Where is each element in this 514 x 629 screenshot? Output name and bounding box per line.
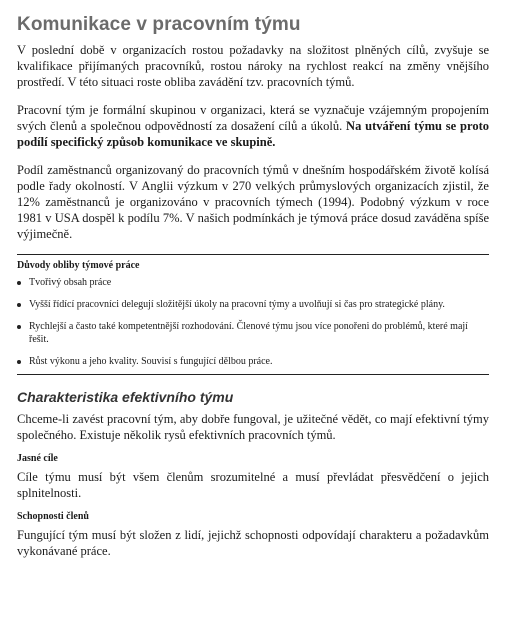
section-heading: Charakteristika efektivního týmu bbox=[17, 389, 234, 405]
reasons-box bbox=[17, 254, 489, 375]
list-item bbox=[17, 355, 489, 368]
team-definition-text: Pracovní tým je formální skupinou v organizaci, která se vyznačuje vzájemným propojením svých členů a společnou odpovědností za dosažení cílů a úkolů. bbox=[17, 103, 489, 133]
page-title: Komunikace v pracovním týmu bbox=[17, 14, 301, 35]
member-abilities-text: Fungující tým musí být složen z lidí, jejichž schopnosti odpovídají charakteru a požadavkům vykonávané práce. bbox=[17, 528, 489, 558]
team-definition-emphasis: Na utváření týmu se proto podílí specifický způsob komunikace ve skupině. bbox=[17, 119, 489, 149]
list-item bbox=[17, 298, 489, 311]
subheading-clear-goals: Jasné cíle bbox=[17, 453, 58, 464]
list-item bbox=[17, 276, 489, 289]
document-page bbox=[17, 14, 489, 571]
list-item-text: Růst výkonu a jeho kvality. Souvisí s fungující dělbou práce. bbox=[29, 356, 273, 367]
bullet-icon bbox=[17, 281, 21, 285]
list-item-text: Vyšší řídící pracovníci delegují složitější úkoly na pracovní týmy a uvolňují si čas pro strategické plány. bbox=[29, 299, 445, 310]
clear-goals-text: Cíle týmu musí být všem členům srozumitelné a musí převládat přesvědčení o jejich splnitelnosti. bbox=[17, 470, 489, 500]
bullet-icon bbox=[17, 303, 21, 307]
reasons-list bbox=[17, 276, 489, 368]
list-item-text: Rychlejší a často také kompetentnější rozhodování. Členové týmu jsou více ponořeni do problémů, které mají řešit. bbox=[29, 321, 468, 345]
bullet-icon bbox=[17, 360, 21, 364]
reasons-heading: Důvody obliby týmové práce bbox=[17, 260, 140, 271]
subheading-member-abilities: Schopnosti členů bbox=[17, 511, 89, 522]
statistics-paragraph: Podíl zaměstnanců organizovaný do pracovních týmů v dnešním hospodářském životě kolísá podle řady okolností. V Anglii výzkum v 270 velkých průmyslových organizacích zjistil, že 12% zaměstnanců je organizováno v pracovních týmech (1994). Podobný výzkum v roce 1981 v USA dospěl k podílu 7%. V našich podmínkách je týmová práce dosud zaváděna spíše výjimečně. bbox=[17, 163, 489, 241]
list-item bbox=[17, 320, 489, 346]
list-item-text: Tvořivý obsah práce bbox=[29, 277, 112, 288]
intro-paragraph: V poslední době v organizacích rostou požadavky na složitost plněných cílů, zvyšuje se kvalifikace přijímaných pracovníků, rostou nároky na rychlost reakcí na změny vnějšího prostředí. V této situaci roste obliba zavádění tzv. pracovních týmů. bbox=[17, 43, 489, 89]
bullet-icon bbox=[17, 325, 21, 329]
section-intro: Chceme-li zavést pracovní tým, aby dobře fungoval, je užitečné vědět, co mají efektivní týmy společného. Existuje několik rysů efektivních pracovních týmů. bbox=[17, 412, 489, 442]
team-definition-paragraph bbox=[17, 102, 489, 150]
